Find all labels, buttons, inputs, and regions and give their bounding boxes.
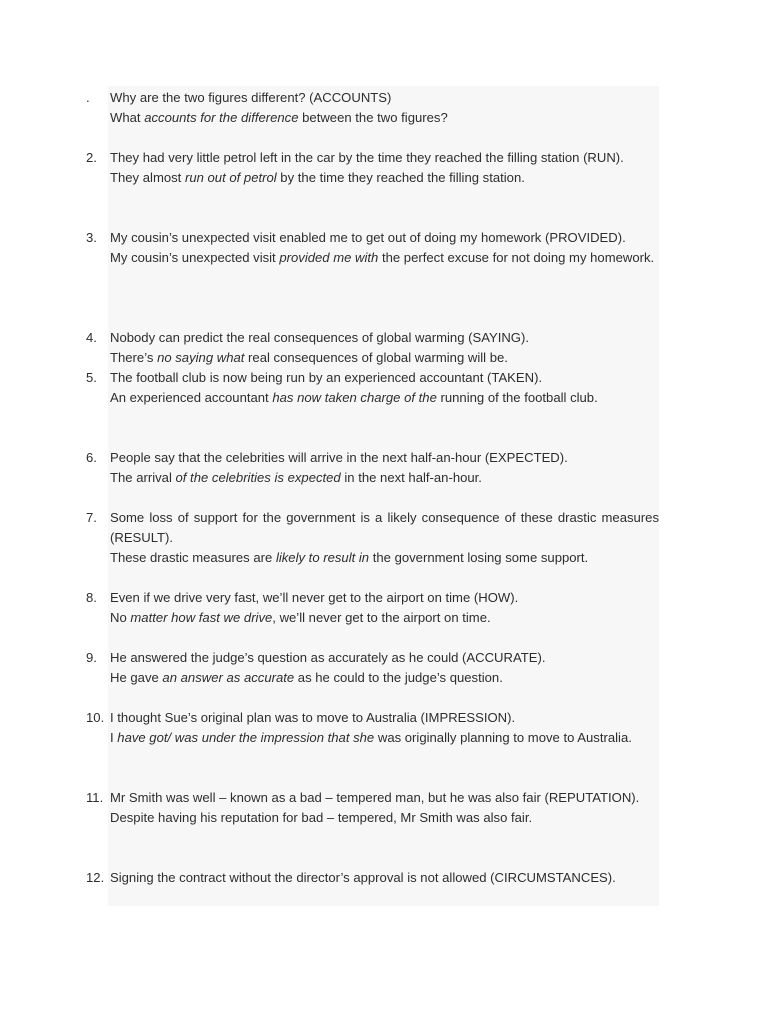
item-text [110, 508, 659, 568]
answer-sentence [110, 108, 659, 128]
question-sentence: They had very little petrol left in the car by the time they reached the filling station (RUN). [110, 150, 624, 165]
item-number: 6. [86, 450, 97, 465]
item-text [110, 868, 659, 888]
answer-text: No [110, 610, 131, 625]
answer-text: What [110, 110, 145, 125]
item-text [110, 328, 659, 368]
item-text [110, 648, 659, 688]
answer-text: by the time they reached the filling station. [276, 170, 525, 185]
answer-text: real consequences of global warming will be. [244, 350, 508, 365]
question-sentence: He answered the judge’s question as accurately as he could (ACCURATE). [110, 650, 546, 665]
item-number: 11. [86, 790, 104, 805]
answer-sentence [110, 348, 659, 368]
item-text [110, 228, 659, 268]
answer-text: running of the football club. [436, 390, 598, 405]
answer-sentence [110, 548, 659, 568]
answer-sentence [110, 668, 659, 688]
item-text [110, 448, 659, 488]
answer-text: He gave [110, 670, 163, 685]
exercise-item [86, 708, 659, 748]
exercise-item [86, 448, 659, 488]
exercise-item [86, 148, 659, 188]
item-number: 12. [86, 870, 105, 885]
item-text [110, 88, 659, 128]
answer-text: There’s [110, 350, 158, 365]
question-sentence: Signing the contract without the director’s approval is not allowed (CIRCUMSTANCES). [110, 870, 616, 885]
exercise-item [86, 508, 659, 568]
exercise-item [86, 868, 659, 888]
answer-text: I [110, 730, 118, 745]
answer-text: They almost [110, 170, 185, 185]
answer-sentence [110, 168, 659, 188]
exercise-item [86, 368, 659, 408]
answer-key-phrase: has now taken charge of the [272, 390, 437, 405]
answer-sentence [110, 388, 659, 408]
answer-text: , we’ll never get to the airport on time. [272, 610, 491, 625]
item-text [110, 368, 659, 408]
item-number: 9. [86, 650, 97, 665]
item-number: 7. [86, 510, 97, 525]
question-sentence: Some loss of support for the government is a likely consequence of these drastic measures (RESULT). [110, 510, 659, 545]
answer-key-phrase: likely to result in [275, 550, 370, 565]
answer-text: the perfect excuse for not doing my homework. [378, 250, 655, 265]
item-text [110, 148, 659, 188]
question-sentence: Nobody can predict the real consequences of global warming (SAYING). [110, 330, 529, 345]
item-number: 10. [86, 710, 105, 725]
answer-key-phrase: run out of petrol [184, 170, 277, 185]
exercise-item [86, 328, 659, 368]
item-number: 3. [86, 230, 97, 245]
answer-text: between the two figures? [298, 110, 448, 125]
text-highlight-background [108, 86, 659, 906]
answer-text: An experienced accountant [110, 390, 273, 405]
answer-key-phrase: provided me with [279, 250, 379, 265]
item-number: 4. [86, 330, 97, 345]
answer-text: as he could to the judge’s question. [294, 670, 503, 685]
answer-text: My cousin’s unexpected visit [110, 250, 280, 265]
question-sentence: People say that the celebrities will arrive in the next half-an-hour (EXPECTED). [110, 450, 568, 465]
question-sentence: I thought Sue’s original plan was to move to Australia (IMPRESSION). [110, 710, 516, 725]
question-sentence: My cousin’s unexpected visit enabled me to get out of doing my homework (PROVIDED). [110, 230, 626, 245]
answer-text: the government losing some support. [369, 550, 589, 565]
answer-text: in the next half-an-hour. [340, 470, 482, 485]
item-text [110, 588, 659, 628]
answer-sentence [110, 248, 659, 268]
answer-key-phrase: an answer as accurate [162, 670, 295, 685]
question-sentence: Why are the two figures different? (ACCOUNTS) [110, 90, 392, 105]
answer-sentence [110, 608, 659, 628]
item-number: 5. [86, 370, 97, 385]
answer-key-phrase: matter how fast we drive [130, 610, 273, 625]
answer-text: The arrival [110, 470, 176, 485]
answer-text: was originally planning to move to Australia. [374, 730, 632, 745]
answer-sentence [110, 808, 659, 828]
exercise-item [86, 588, 659, 628]
exercise-item [86, 648, 659, 688]
item-number: . [86, 90, 90, 105]
answer-key-phrase: have got/ was under the impression that she [117, 730, 375, 745]
item-text [110, 788, 659, 828]
answer-key-phrase: no saying what [157, 350, 245, 365]
answer-key-phrase: accounts for the difference [144, 110, 299, 125]
item-number: 2. [86, 150, 97, 165]
question-sentence: Mr Smith was well – known as a bad – tempered man, but he was also fair (REPUTATION). [110, 790, 640, 805]
question-sentence: Even if we drive very fast, we’ll never get to the airport on time (HOW). [110, 590, 519, 605]
item-text [110, 708, 659, 748]
exercise-item [86, 228, 659, 268]
answer-sentence [110, 468, 659, 488]
exercise-item [86, 88, 659, 128]
question-sentence: The football club is now being run by an experienced accountant (TAKEN). [110, 370, 543, 385]
answer-text: Despite having his reputation for bad – tempered, Mr Smith was also fair. [110, 810, 533, 825]
answer-sentence [110, 728, 659, 748]
answer-text: These drastic measures are [110, 550, 276, 565]
exercise-item [86, 788, 659, 828]
answer-key-phrase: of the celebrities is expected [175, 470, 341, 485]
item-number: 8. [86, 590, 97, 605]
